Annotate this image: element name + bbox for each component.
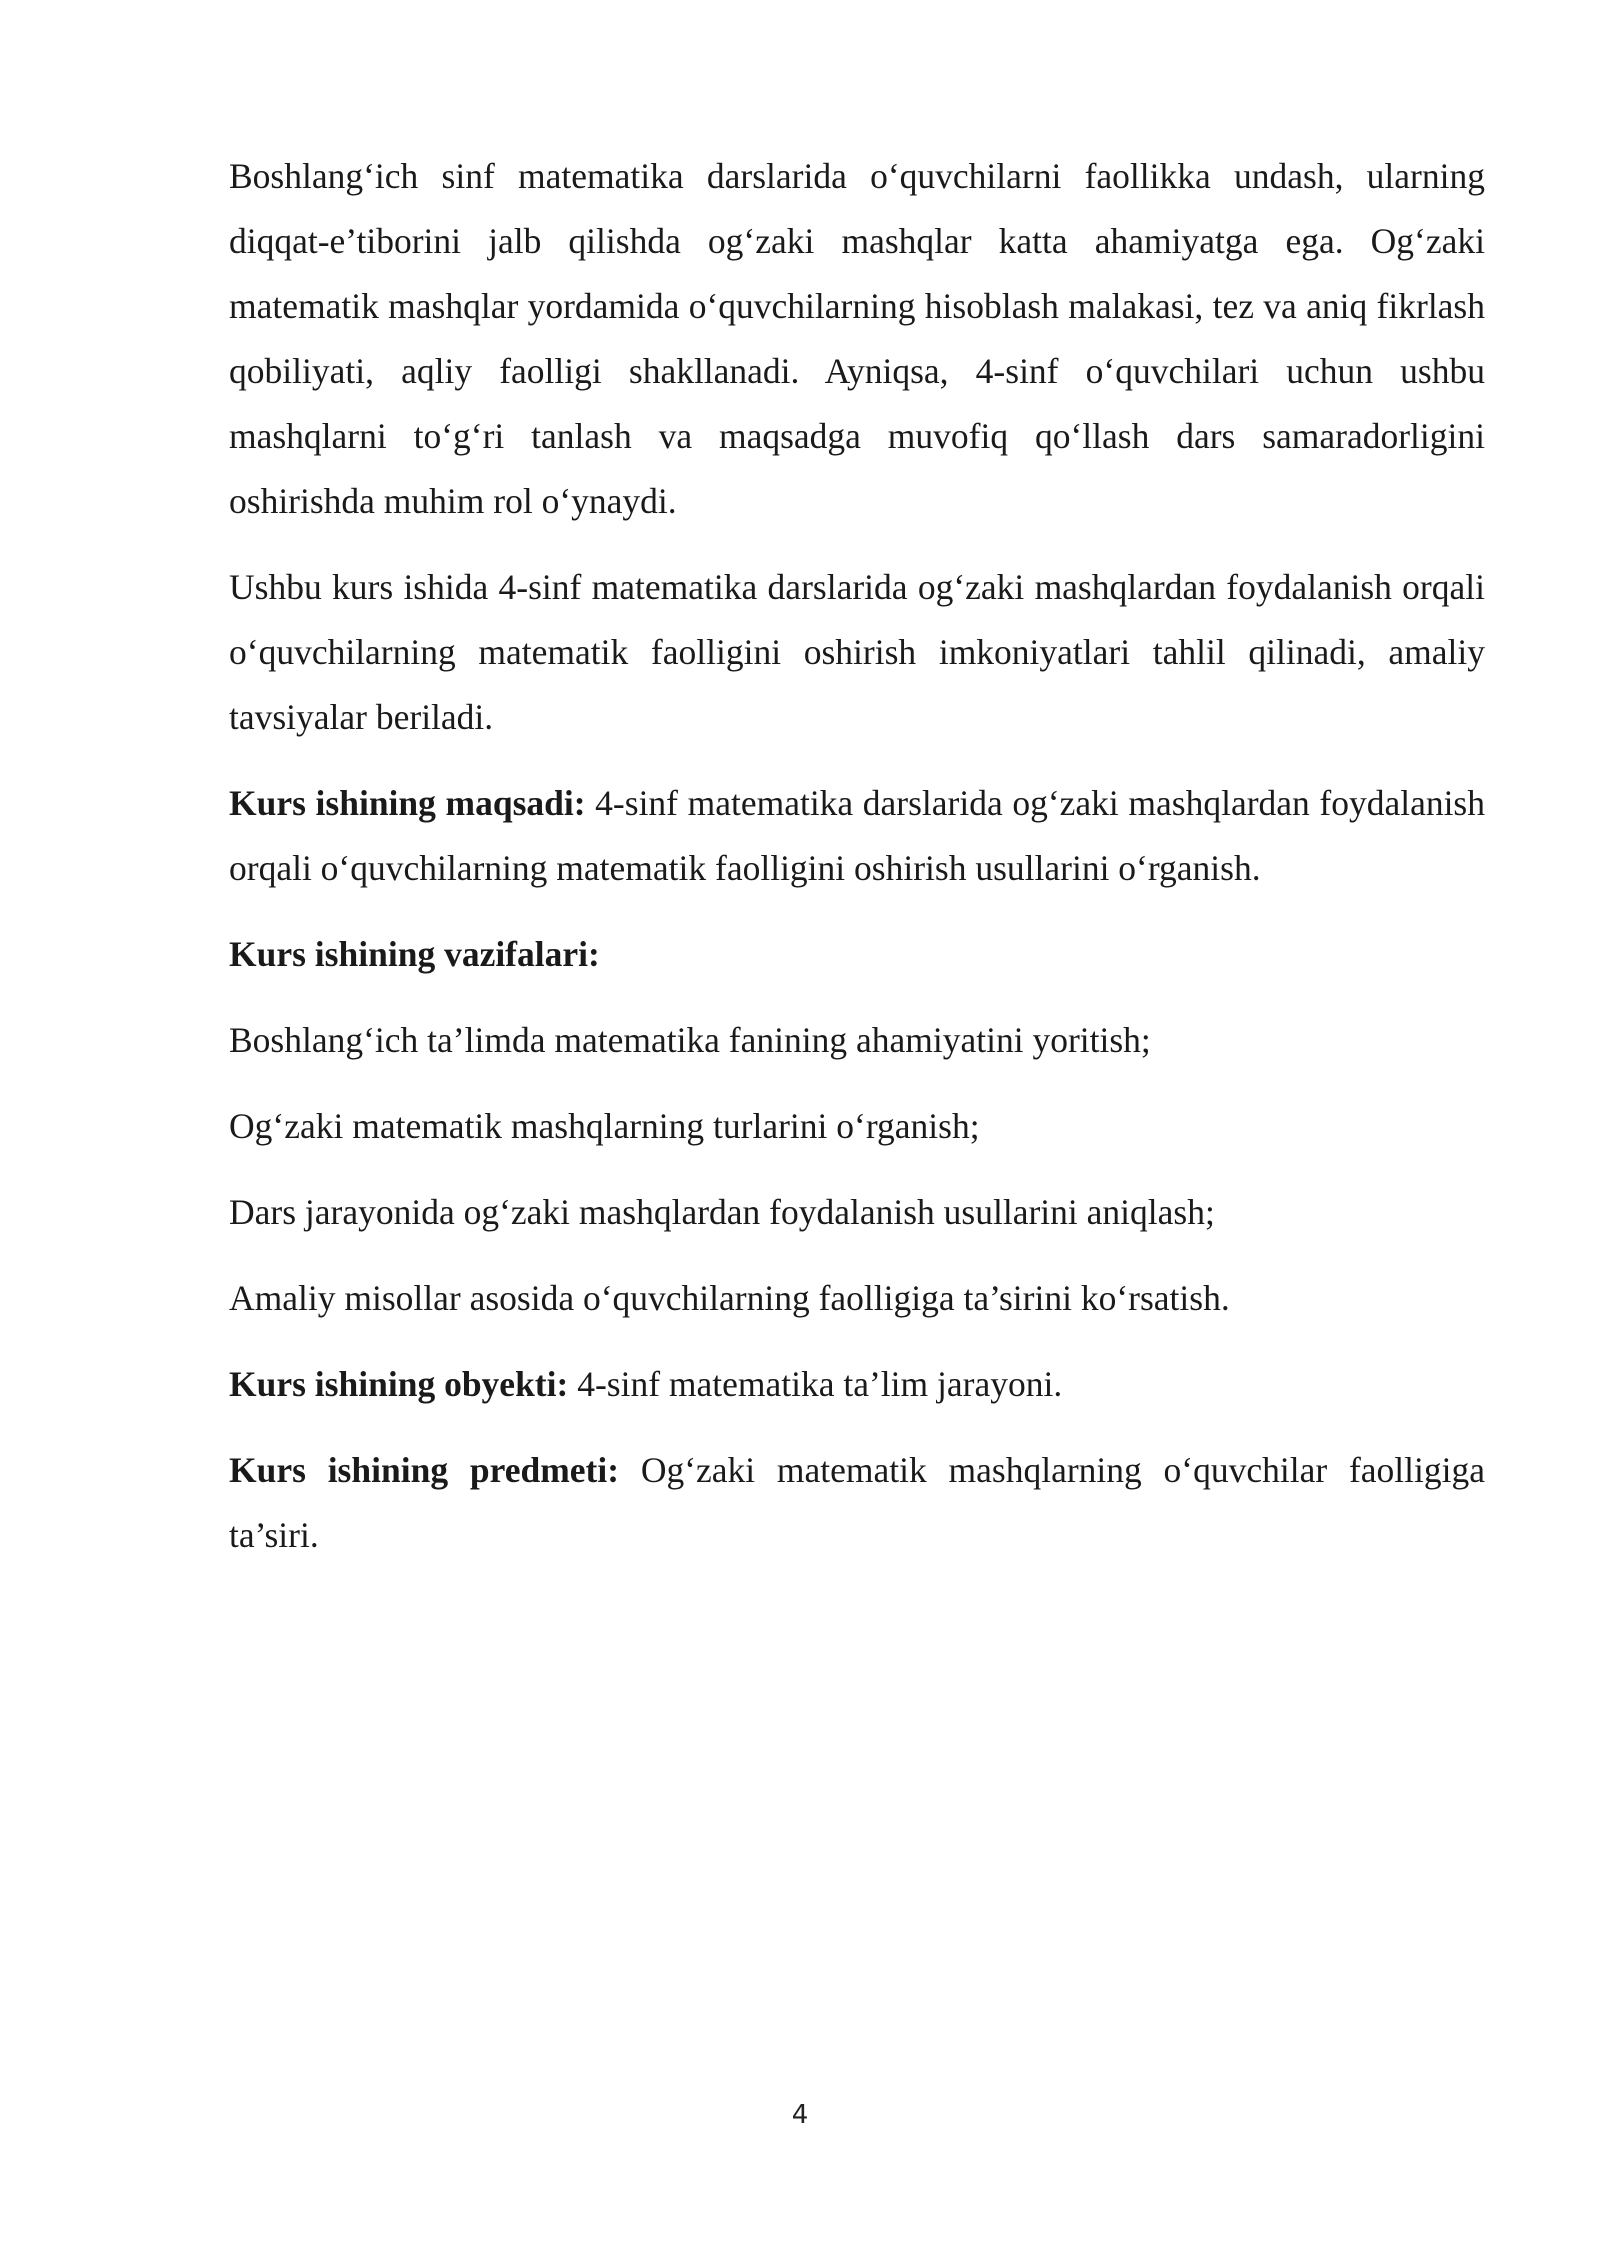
task-item: Boshlang‘ich ta’limda matematika fanining ahamiyatini yoritish;	[229, 1020, 1151, 1060]
object-label: Kurs ishining obyekti:	[229, 1364, 569, 1404]
intro-paragraph-1: Boshlang‘ich sinf matematika darslarida o‘quvchilarni faollikka undash, ularning diqqat-e’tiborini jalb qilishda og‘zaki mashqlar katta ahamiyatga ega. Og‘zaki matematik mashqlar yordamida o‘quvchilarning hisoblash malakasi, tez va aniq fikrlash qobiliyati, aqliy faolligi shakllanadi. Ayniqsa, 4-sinf o‘quvchilari uchun ushbu mashqlarni to‘g‘ri tanlash va maqsadga muvofiq qo‘llash dars samaradorligini oshirishda muhim rol o‘ynaydi.	[229, 156, 1485, 521]
page-content	[229, 144, 1485, 1589]
subject-text: Og‘zaki matematik mashqlarning o‘quvchilar faolligiga ta’siri.	[229, 1450, 1485, 1555]
object-paragraph	[229, 1352, 1485, 1417]
task-item: Amaliy misollar asosida o‘quvchilarning faolligiga ta’sirini ko‘rsatish.	[229, 1278, 1230, 1318]
object-text: 4-sinf matematika ta’lim jarayoni.	[568, 1364, 1063, 1404]
page-number: 4	[791, 2100, 809, 2130]
subject-paragraph	[229, 1438, 1485, 1568]
goal-label: Kurs ishining maqsadi:	[229, 783, 586, 823]
goal-paragraph	[229, 771, 1485, 901]
task-item: Dars jarayonida og‘zaki mashqlardan foydalanish usullarini aniqlash;	[229, 1192, 1215, 1232]
subject-label: Kurs ishining predmeti:	[229, 1450, 620, 1490]
tasks-heading: Kurs ishining vazifalari:	[229, 934, 600, 974]
task-item: Og‘zaki matematik mashqlarning turlarini o‘rganish;	[229, 1106, 980, 1146]
goal-text: 4-sinf matematika darslarida og‘zaki mashqlardan foydalanish orqali o‘quvchilarning matematik faolligini oshirish usullarini o‘rganish.	[229, 783, 1486, 888]
intro-paragraph-2: Ushbu kurs ishida 4-sinf matematika darslarida og‘zaki mashqlardan foydalanish orqali o‘quvchilarning matematik faolligini oshirish imkoniyatlari tahlil qilinadi, amaliy tavsiyalar beriladi.	[229, 567, 1485, 737]
